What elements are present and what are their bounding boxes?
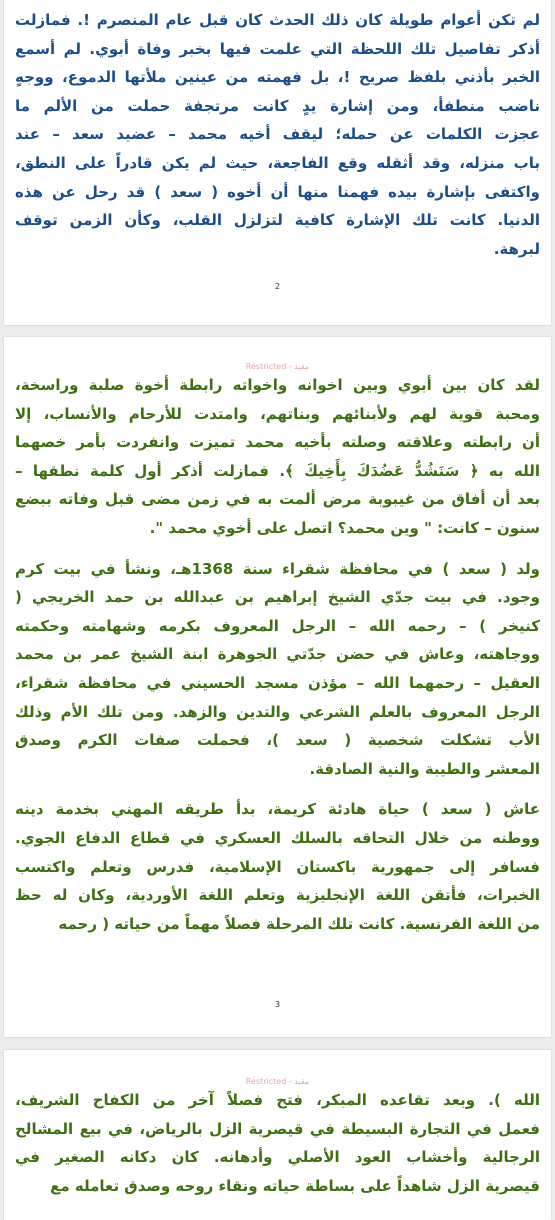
text-line: عجزت الكلمات عن حمله؛ ليقف أخيه محمد – عضيد سعد – عند: [15, 125, 540, 144]
text-line: الدنيا. كانت تلك الإشارة كافية لتزلزل القلب، وكأن الزمن توقف: [15, 211, 540, 230]
restricted-watermark: Restricted - مقيد: [245, 1077, 310, 1086]
text-line: ووطنه من خلال التحاقه بالسلك العسكري في قطاع الدفاع الجوي.: [15, 828, 540, 847]
page-body: [4, 0, 551, 263]
page-body: [4, 1050, 551, 1200]
document-page-3: [4, 337, 551, 1037]
text-line: باب منزله، وقد أثقله وقع الفاجعة، حيث لم يكن قادراً على النطق،: [15, 153, 540, 172]
text-line: من اللغة الفرنسية. كانت تلك المرحلة فصلاً مهماً من حياته ( رحمه: [58, 914, 540, 933]
text-line: ناضب منطفأ، ومن إشارة يدٍ كانت مرتجفة حملت من الألم ما: [15, 96, 540, 115]
text-line: المعشر والطيبة والنية الصادقة.: [309, 759, 540, 778]
text-line: سنون – كانت: " وين محمد؟ اتصل على أخوي محمد ".: [149, 518, 540, 537]
text-line: الخبرات، فأتقن اللغة الإنجليزية وتعلم اللغة الأوردية، وكان له حظ: [15, 886, 540, 905]
restricted-watermark: Restricted - مقيد: [245, 362, 310, 371]
paragraph: [4, 555, 551, 784]
text-line: واكتفى بإشارة بيده فهمنا منها أن أخوه ( سعد ) قد رحل عن هذه: [15, 182, 540, 201]
text-line: الخبر بأذني بلفظ صريح !، بل فهمته من عينين ملأتها الدموع، ووجهٍ: [15, 68, 540, 87]
text-line: قيصرية الزل شاهداً على بساطة حياته ونقاء روحه وصدق تعامله مع: [50, 1176, 540, 1195]
document-page-4: [4, 1050, 551, 1220]
text-line: أذكر تفاصيل تلك اللحظة التي علمت فيها بخبر وفاة أبوي. لم أسمع: [15, 39, 540, 58]
paragraph: [4, 6, 551, 263]
text-line: وجود. في بيت جدّي الشيخ إبراهيم بن عبدالله بن حمد الخريجي (: [15, 588, 540, 607]
text-line: لبرهة.: [493, 239, 540, 258]
text-line: العقيل – رحمهما الله – مؤذن مسجد الحسيني في محافظة شقراء،: [15, 673, 540, 692]
page-number: 3: [274, 1000, 281, 1009]
text-line: ولد ( سعد ) في محافظة شقراء سنة 1368هـ، ونشأ في بيت كرم: [15, 559, 540, 578]
paragraph: [4, 1086, 551, 1200]
text-line: الله ). وبعد تقاعده المبكر، فتح فصلاً آخر من الكفاح الشريف،: [15, 1091, 540, 1109]
page-body: [4, 337, 551, 938]
text-line: الله به ﴿ سَنَشُدُّ عَضُدَكَ بِأَخِيكَ ﴾. فمازلت أذكر أول كلمة نطقها –: [15, 461, 540, 480]
page-number: 2: [274, 282, 281, 291]
text-line: ومحبة قوية لهم ولأبنائهم وبناتهم، وامتدت للأرحام والأنساب، إلا: [15, 404, 540, 423]
text-line: فسافر إلى جمهورية باكستان الإسلامية، فدرس وتعلم واكتسب: [15, 857, 540, 876]
paragraph: [4, 371, 551, 543]
text-line: الرجل المعروف بالعلم الشرعي والتدين والزهد. ومن تلك الأم وذلك: [15, 702, 540, 721]
text-line: الرجالية وأخشاب العود الأصلي وأدهانه. كان دكانه الصغير في: [15, 1148, 540, 1167]
text-line: فعمل في التجارة البسيطة في قيصرية الزل بالرياض، في بيع المشالح: [15, 1119, 540, 1138]
text-line: الأب تشكلت شخصية ( سعد )، فحملت صفات الكرم وصدق: [15, 731, 540, 750]
text-line: لقد كان بين أبوي وبين اخوانه واخواته رابطة أخوة صلبة وراسخة،: [15, 376, 540, 394]
text-line: كنيخر ) – رحمه الله – الرجل المعروف بكرمه وشهامته وحكمته: [15, 616, 540, 635]
text-line: عاش ( سعد ) حياة هادئة كريمة، بدأ طريقه المهني بخدمة دينه: [15, 800, 540, 819]
text-line: بعد أن أفاق من غيبوبة مرض ألمت به في زمن مضى قبل وفاته ببضع: [15, 490, 540, 509]
paragraph: [4, 795, 551, 938]
text-line: ووجاهته، وعاش في حضن جدّتي الجوهرة ابنة الشيخ عمر بن محمد: [15, 645, 540, 664]
document-page-2: [4, 0, 551, 325]
text-line: أن رابطته وعلاقته وصلته بأخيه محمد تميزت وانفردت بأمر خصهما: [15, 433, 540, 452]
text-line: لم تكن أعوام طويلة كان ذلك الحدث كان قبل عام المنصرم !. فمازلت: [15, 11, 540, 29]
